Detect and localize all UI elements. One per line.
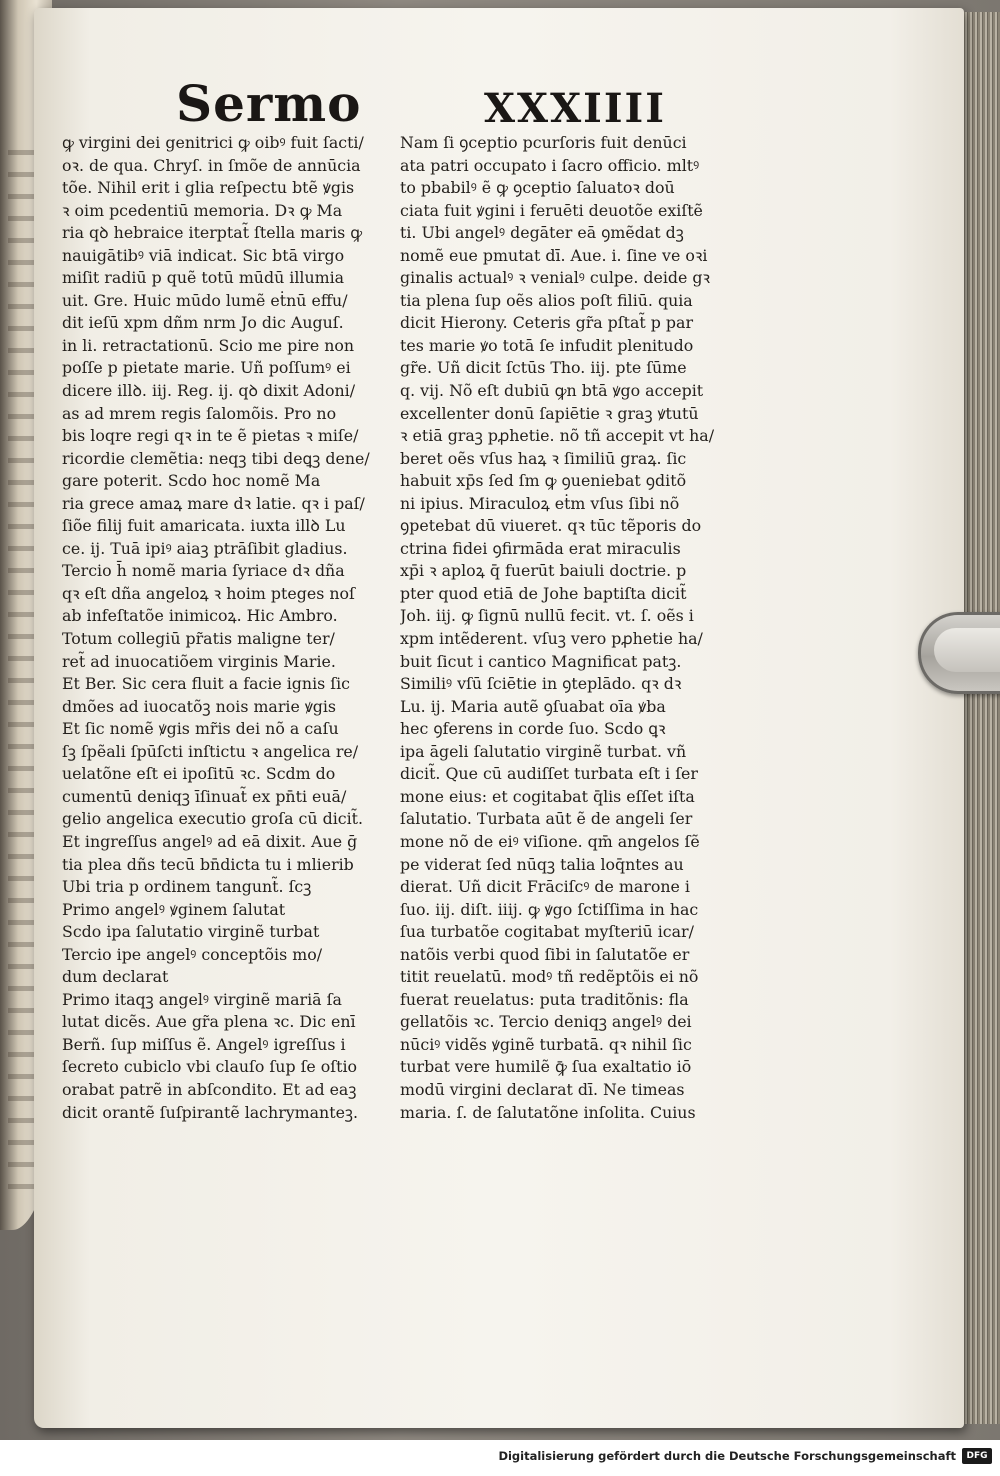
text-line: ctrina fidei ꝯfirmāda erat miraculis bbox=[400, 538, 681, 558]
text-line: Et ingreſſus angelꝰ ad eā dixit. Aue ḡ bbox=[62, 831, 358, 851]
text-line: fuerat reuelatus: puta traditõnis: fla bbox=[400, 989, 689, 1009]
text-line: hec ꝯferens in corde ſuo. Scdo ꝗꝛ bbox=[400, 719, 666, 739]
text-line: tõe. Nihil erit i glia reſpectu btẽ ꝟgis bbox=[62, 178, 355, 198]
text-line: nauigātibꝰ viā indicat. Sic btā virgo bbox=[62, 245, 345, 265]
text-line: pter quod etiā de Johe baptiſta dicit̃ bbox=[400, 583, 687, 603]
text-line: orabat patrẽ in abſcondito. Et ad eaꝫ bbox=[62, 1079, 357, 1099]
text-line: ſecreto cubiclo vbi clauſo ſup ſe oſtio bbox=[62, 1057, 358, 1077]
text-line: ꝙ virgini dei genitrici ꝙ oibꝰ fuit ſacti/ bbox=[62, 133, 364, 152]
text-line: Et ſic nomẽ ꝟgis mr̃is dei nõ a caſu bbox=[62, 719, 339, 739]
text-line: ꝯpetebat dū viueret. qꝛ tūc tẽporis do bbox=[400, 516, 702, 536]
text-line: Totum collegiū pr̃atis maligne ter/ bbox=[62, 629, 335, 649]
text-line: Tercio ipe angelꝰ conceptõis mo/ bbox=[62, 944, 323, 964]
text-line: ti. Ubi angelꝰ degāter eā ꝯmẽdat dꝫ bbox=[400, 223, 684, 243]
text-line: ipa āgeli ſalutatio virginẽ turbat. vñ bbox=[400, 741, 687, 761]
text-line: ſalutatio. Turbata aūt ẽ de angeli ſer bbox=[400, 809, 693, 829]
leaf-number: XXXIIII bbox=[484, 85, 666, 132]
text-line: Scdo ipa ſalutatio virginẽ turbat bbox=[62, 922, 320, 942]
text-line: uelatõne eſt ei ipoſitū ꝛc. Scdm do bbox=[62, 764, 336, 784]
text-line: oꝛ. de qua. Chryſ. in ſmõe de annūcia bbox=[62, 155, 361, 175]
text-line: mone nõ de eiꝰ viſione. qm̄ angelos ſẽ bbox=[400, 831, 700, 851]
text-line: bis loqre regi qꝛ in te ẽ pietas ꝛ miſe/ bbox=[62, 426, 359, 446]
text-line: natõis verbi quod ſibi in ſalutatõe er bbox=[400, 944, 690, 964]
text-line: ab infeſtatõe inimicoꝝ. Hic Ambro. bbox=[62, 606, 338, 626]
text-line: ni ipius. Miraculoꝝ eṫm vſus ſibi nõ bbox=[400, 493, 680, 513]
text-line: xp̄i ꝛ aploꝝ q̄ fuerūt baiuli doctrie. p bbox=[400, 561, 687, 581]
text-line: lutat dicẽs. Aue gr̃a plena ꝛc. Dic enī bbox=[62, 1012, 356, 1032]
text-line: ſiõe filij fuit amaricata. iuxta illꝺ Lu bbox=[62, 516, 346, 536]
footer-credit: Digitalisierung gefördert durch die Deutsche Forschungsgemeinschaft bbox=[498, 1449, 956, 1463]
text-line: as ad mrem regis ſalomõis. Pro no bbox=[62, 403, 337, 423]
text-line: dmões ad iuocatõꝫ nois marie ꝟgis bbox=[62, 696, 337, 716]
text-line: mone eius: et cogitabat q̄lis eſſet iſta bbox=[400, 786, 695, 806]
text-line: ria qꝺ hebraice iterptat̃ ſtella maris ꝙ bbox=[62, 223, 363, 243]
text-line: ricordie clemẽtia: neqꝫ tibi deꝗꝫ dene/ bbox=[62, 448, 370, 468]
text-line: ret̃ ad inuocatiõem virginis Marie. bbox=[62, 651, 336, 671]
text-line: ria grece amaꝝ mare dꝛ latie. qꝛ i paſ/ bbox=[62, 493, 365, 513]
text-line: dicit̃. Que cū audiſſet turbata eſt i ſer bbox=[400, 764, 698, 784]
clip-inner-icon bbox=[934, 628, 1000, 672]
page-header bbox=[176, 76, 676, 136]
text-line: ginalis actualꝰ ꝛ venialꝰ culpe. deide gꝛ bbox=[400, 268, 711, 288]
text-line: habuit xp̄s ſed ſm ꝙ ꝯueniebat ꝯditõ bbox=[400, 471, 687, 491]
text-line: Primo itaqꝫ angelꝰ virginẽ mariā ſa bbox=[62, 989, 342, 1009]
text-line: dierat. Uñ dicit Frāciſcꝰ de marone i bbox=[400, 877, 690, 897]
text-line: xpm intẽderent. vſuꝫ vero pꝓhetie ha/ bbox=[400, 629, 703, 649]
text-line: miſit radiū p quẽ totū mūdū illumia bbox=[62, 268, 345, 288]
text-line: ſuo. iij. diſt. iiij. ꝙ ꝟgo ſctiſſima in hac bbox=[400, 899, 699, 919]
digitization-footer bbox=[0, 1440, 1000, 1476]
text-line: ꝛ etiā graꝫ pꝓhetie. nõ tñ accepit vt ha/ bbox=[400, 426, 715, 446]
text-line: in li. retractationū. Scio me pire non bbox=[62, 335, 355, 355]
text-line: Ubi tria p ordinem tangunt̃. ſcꝫ bbox=[62, 877, 312, 897]
text-line: nomẽ eue pmutat dī. Aue. i. ſine ve oꝛi bbox=[400, 245, 708, 265]
text-line: tes marie ꝟo totā ſe infudit plenitudo bbox=[400, 335, 694, 355]
text-line: qꝛ eſt dña angeloꝝ ꝛ hoim pteges noſ bbox=[62, 583, 355, 603]
text-line: dicit orantẽ ſuſpirantẽ lachrymanteꝫ. bbox=[62, 1102, 359, 1122]
running-title: Sermo bbox=[176, 74, 362, 133]
text-line: dum declarat bbox=[62, 967, 169, 987]
text-line: Berñ. ſup miſſus ẽ. Angelꝰ igreſſus i bbox=[62, 1034, 346, 1054]
text-line: Primo angelꝰ ꝟginem ſalutat bbox=[62, 899, 286, 919]
left-text-column bbox=[62, 132, 384, 1124]
text-line: nūciꝰ vidẽs ꝟginẽ turbatā. qꝛ nihil ſic bbox=[400, 1034, 692, 1054]
text-line: gelio angelica executio groſa cū dicit̃. bbox=[62, 809, 364, 829]
text-line: ſua turbatõe cogitabat myſteriū icar/ bbox=[400, 922, 694, 942]
text-line: ciata fuit ꝟgini i feruēti deuotõe exiſtẽ bbox=[400, 200, 703, 220]
text-line: Et Ber. Sic cera fluit a facie ignis ſic bbox=[62, 674, 351, 694]
text-line: cumentū deniqꝫ īſinuat̃ ex pn̄ti euā/ bbox=[62, 786, 347, 806]
text-line: Similiꝰ vſū ſciētie in ꝯteplādo. qꝛ dꝛ bbox=[400, 674, 682, 694]
text-line: Joh. iij. ꝙ ſignū nullū fecit. vt. ſ. oẽs i bbox=[400, 606, 694, 626]
text-line: Lu. ij. Maria autẽ ꝯſuabat oīa ꝟba bbox=[400, 696, 666, 716]
text-line: ce. ij. Tuā ipiꝰ aiaꝫ ptrāſibit gladius. bbox=[62, 538, 348, 558]
text-line: ꝛ oim pcedentiū memoria. Dꝛ ꝙ Ma bbox=[62, 200, 343, 220]
text-line: gellatõis ꝛc. Tercio deniqꝫ angelꝰ dei bbox=[400, 1012, 692, 1032]
text-line: beret oẽs vſus haꝝ ꝛ ſimiliū graꝝ. ſic bbox=[400, 448, 687, 468]
right-text-column bbox=[400, 132, 738, 1124]
text-line: q. vij. Nõ eſt dubiū ꝙn btā ꝟgo accepit bbox=[400, 381, 704, 401]
text-line: gr̃e. Uñ dicit ſctūs Tho. iij. pte ſūme bbox=[400, 358, 687, 378]
text-line: dicit Hierony. Ceteris gr̃a pſtat̃ p par bbox=[400, 313, 693, 333]
text-line: dicere illꝺ. iij. Reg. ij. qꝺ dixit Adoni/ bbox=[62, 381, 356, 401]
text-line: tia plea dñs tecū bn̄dicta tu i mlierib bbox=[62, 854, 354, 874]
text-line: excellenter donū ſapiētie ꝛ graꝫ ꝟtutū bbox=[400, 403, 699, 423]
text-line: ata patri occupato i ſacro officio. mltꝰ bbox=[400, 155, 700, 175]
text-line: turbat vere humilẽ ꝙ̄ ſua exaltatio iō bbox=[400, 1057, 692, 1077]
text-line: to pbabilꝰ ẽ ꝙ ꝯceptio ſaluatoꝛ doū bbox=[400, 178, 675, 198]
text-line: Tercio h̄ nomẽ maria ſyriace dꝛ dña bbox=[62, 561, 345, 581]
text-line: tia plena ſup oẽs alios poſt filiū. quia bbox=[400, 290, 693, 310]
text-line: modū virgini declarat dī. Ne timeas bbox=[400, 1079, 685, 1099]
dfg-logo-icon: DFG bbox=[962, 1448, 992, 1464]
text-line: pe viderat ſed nūqꝫ talia loq̄ntes au bbox=[400, 854, 684, 874]
book-page-edges bbox=[958, 12, 1000, 1424]
text-line: uit. Gre. Huic mūdo lumẽ eṫnū effu/ bbox=[62, 290, 348, 310]
text-line: maria. ſ. de ſalutatõne inſolita. Cuius bbox=[400, 1102, 696, 1122]
text-line: ſꝫ ſpẽali ſpūſcti inſtictu ꝛ angelica re/ bbox=[62, 741, 359, 761]
text-line: dit ieſū xpm dñm nrm Jo dic Auguſ. bbox=[62, 313, 344, 333]
text-line: poſſe p pietate marie. Uñ poſſumꝰ ei bbox=[62, 358, 351, 378]
text-line: titit reuelatū. modꝰ tñ redẽptõis ei nõ bbox=[400, 967, 699, 987]
text-line: Nam ſi ꝯceptio pcurſoris fuit denūci bbox=[400, 133, 687, 152]
text-line: gare poterit. Scdo hoc nomẽ Ma bbox=[62, 471, 321, 491]
text-line: buit ſicut i cantico Magnificat patꝫ. bbox=[400, 651, 682, 671]
